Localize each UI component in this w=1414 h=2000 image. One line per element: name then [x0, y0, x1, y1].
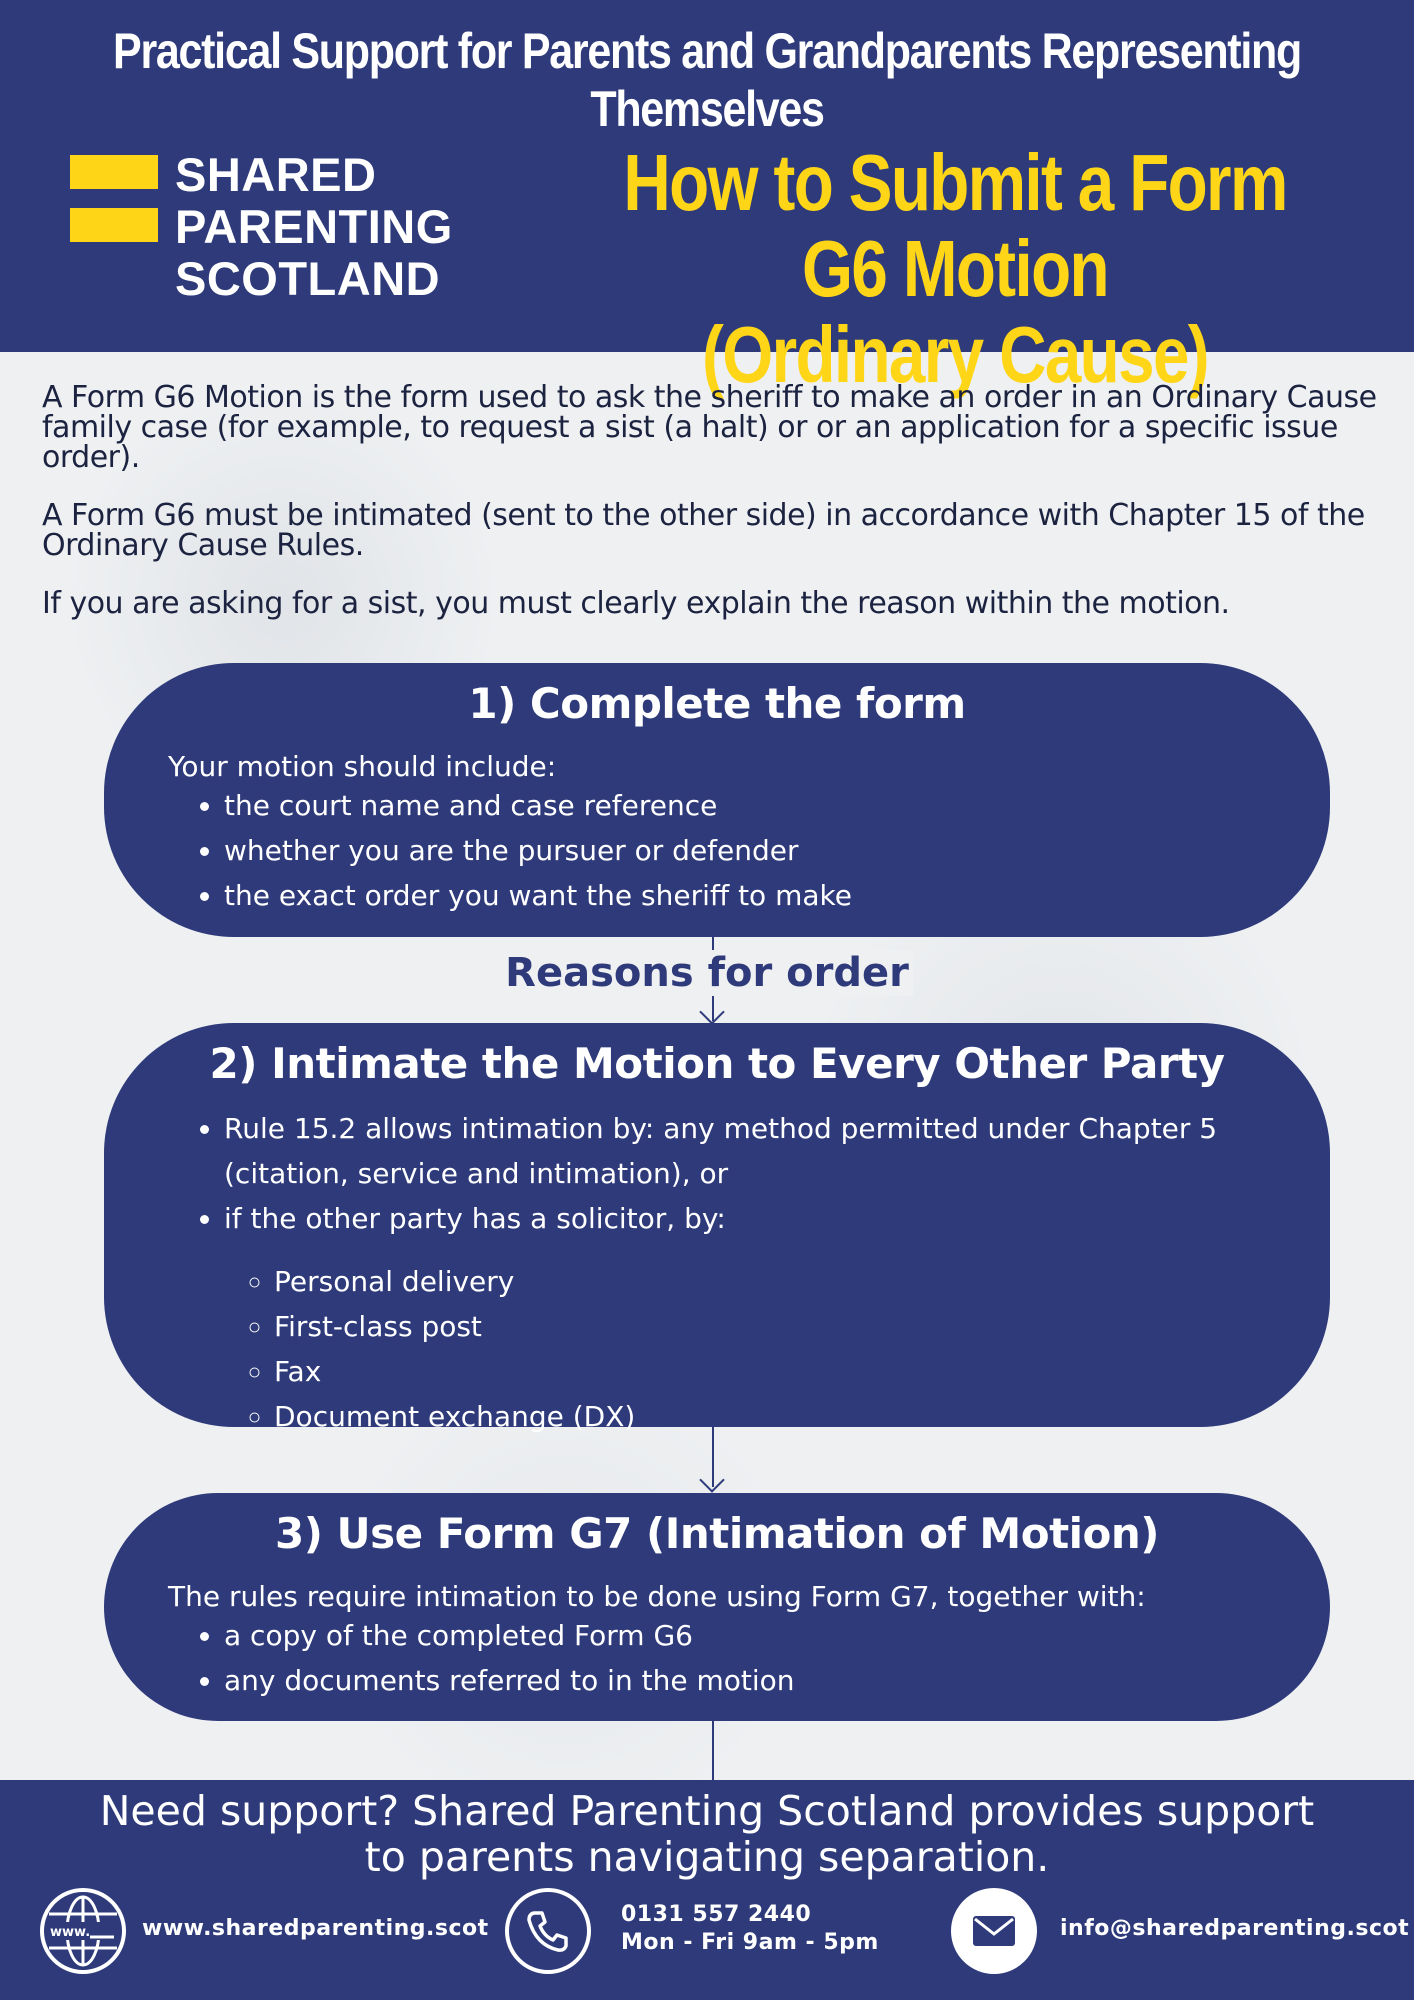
headline-line-1: How to Submit a Form G6 Motion	[623, 138, 1287, 313]
step-2-sublist	[224, 1259, 1330, 1439]
step-3-card	[104, 1493, 1330, 1721]
header-banner	[0, 0, 1414, 399]
sub-list-item: ◦ Document exchange (DX)	[274, 1394, 1330, 1439]
page-headline	[607, 140, 1304, 398]
list-item: • Rule 15.2 allows intimation by: any method permitted under Chapter 5 (citation, service and intimation), or	[224, 1106, 1330, 1196]
intro-section	[42, 380, 1392, 647]
step-1-lead: Your motion should include:	[168, 750, 557, 783]
globe-icon	[40, 1888, 126, 1974]
sub-list-item: ◦ First-class post	[274, 1304, 1330, 1349]
connector-label	[0, 950, 1414, 996]
connector-arrow-2	[699, 1467, 724, 1492]
support-message	[0, 1788, 1414, 1880]
list-item	[224, 1196, 1330, 1439]
list-item: • whether you are the pursuer or defender	[224, 828, 1330, 873]
step-1-title: 1) Complete the form	[468, 679, 966, 728]
footer	[0, 1780, 1414, 2000]
intro-paragraph-2: A Form G6 must be intimated (sent to the other side) in accordance with Chapter 15 of the Ordinary Cause Rules.	[42, 498, 1365, 563]
website-link[interactable]: www.sharedparenting.scot	[142, 1916, 489, 1941]
globe-label: www.	[50, 1925, 91, 1940]
support-line-2: to parents navigating separation.	[364, 1833, 1050, 1881]
top-title: Practical Support for Parents and Grandparents Representing Themselves	[113, 23, 1301, 137]
intro-paragraph-3: If you are asking for a sist, you must clearly explain the reason within the motion.	[42, 586, 1230, 621]
step-1-list	[104, 783, 1330, 918]
list-item-text: if the other party has a solicitor, by:	[224, 1202, 726, 1235]
email-link[interactable]: info@sharedparenting.scot	[1060, 1916, 1410, 1941]
step-2-title: 2) Intimate the Motion to Every Other Party	[209, 1039, 1225, 1088]
mail-icon-graphic	[971, 1914, 1017, 1948]
globe-icon-graphic	[44, 1892, 122, 1970]
sub-list-item: ◦ Personal delivery	[274, 1259, 1330, 1304]
headline-line-2: (Ordinary Cause)	[702, 310, 1208, 399]
phone-icon	[505, 1888, 591, 1974]
support-line-1: Need support? Shared Parenting Scotland provides support	[99, 1787, 1315, 1835]
connector-line-3	[712, 1721, 714, 1780]
logo-bar-top	[70, 155, 158, 189]
step-1-card	[104, 663, 1330, 937]
mail-icon	[951, 1888, 1037, 1974]
intro-paragraph-1: A Form G6 Motion is the form used to ask the sheriff to make an order in an Ordinary Cause family case (for example, to request a sist (a halt) or or an application for a specific issue order).	[42, 380, 1377, 475]
logo-bar-bottom	[70, 208, 158, 242]
step-3-lead: The rules require intimation to be done using Form G7, together with:	[168, 1580, 1146, 1613]
step-3-title: 3) Use Form G7 (Intimation of Motion)	[275, 1509, 1159, 1558]
step-2-card	[104, 1023, 1330, 1433]
phone-icon-graphic	[524, 1907, 572, 1955]
step-3-list	[104, 1613, 1330, 1703]
phone-number[interactable]: 0131 557 2440	[621, 1902, 812, 1927]
sub-list-item: ◦ Fax	[274, 1349, 1330, 1394]
list-item: • any documents referred to in the motion	[224, 1658, 1330, 1703]
step-2-list	[104, 1106, 1330, 1439]
logo	[70, 150, 490, 310]
list-item: • a copy of the completed Form G6	[224, 1613, 1330, 1658]
reasons-label: Reasons for order	[501, 950, 913, 996]
connector-arrow-1	[699, 999, 724, 1024]
list-item: • the exact order you want the sheriff to make	[224, 873, 1330, 918]
logo-line-3: SCOTLAND	[175, 252, 441, 305]
logo-line-1: SHARED	[175, 148, 377, 201]
logo-line-2: PARENTING	[175, 200, 453, 253]
office-hours: Mon - Fri 9am - 5pm	[621, 1930, 879, 1955]
list-item: • the court name and case reference	[224, 783, 1330, 828]
